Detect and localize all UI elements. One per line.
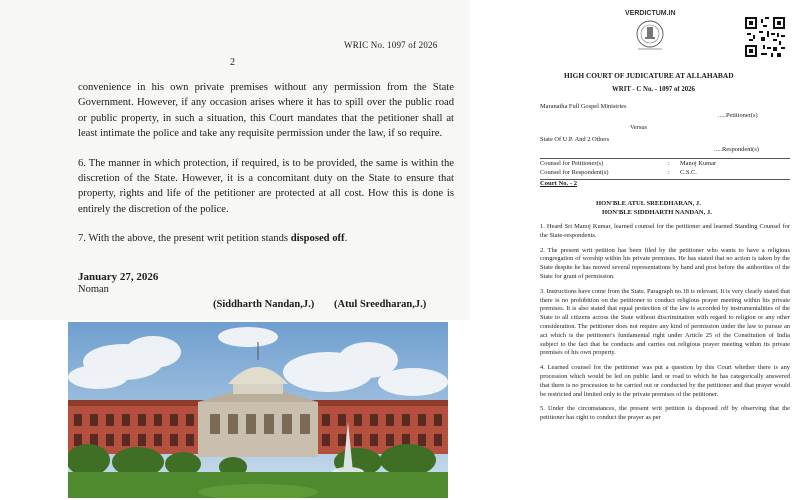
versus-label: Versus bbox=[630, 124, 648, 131]
court-emblem-icon bbox=[628, 18, 672, 52]
paragraph-5: 5. Under the circumstances, the present writ petition is disposed off by observing that the petitioner has right to conduct the prayer as per bbox=[540, 405, 790, 422]
counsel-separator: : bbox=[668, 169, 670, 176]
judge-siddharth-nandan: HON'BLE SIDDHARTH NANDAN, J. bbox=[602, 209, 712, 216]
respondent-role: .....Respondent(s) bbox=[714, 146, 759, 153]
paragraph-2: 2. The present writ petition has been filed by the petitioner who wants to have a religious congregation of worship within his private premises. He has stated that no action is taken by the State despite he has moved several representations by hand and post before the authorities of the State for grant of permission. bbox=[540, 246, 790, 280]
case-header: WRIC No. 1097 of 2026 bbox=[344, 40, 438, 50]
order-page-1 bbox=[500, 0, 800, 500]
paragraph-continued: convenience in his own private premises without any permission from the State Government. However, if any occasion arises where it has to spill over the public road or public property, in such a situation, this Court mandates that the petitioner shall at least intimate the police and take any requisite permission under the law, if so require. bbox=[78, 82, 454, 140]
respondent-name: State Of U.P. And 2 Others bbox=[540, 136, 610, 143]
paragraph-7 bbox=[78, 231, 454, 246]
signature-siddharth-nandan: (Siddharth Nandan,J.) bbox=[213, 299, 315, 310]
paragraph-6: 6. The manner in which protection, if required, is to be provided, the same is within the discretion of the State. However, it is a concomitant duty on the State to ensure that property, rights and life of the petitioner are protected at all cost. How this is done is entirely the discretion of the police. bbox=[78, 157, 454, 215]
paragraph-7-text: 7. With the above, the present writ petition stands bbox=[78, 233, 291, 245]
petitioner-name: Maranatha Full Gospel Ministries bbox=[540, 103, 627, 110]
page-number: 2 bbox=[230, 57, 235, 68]
paragraph-3: 3. Instructions have come from the State. Paragraph no.18 is relevant. It is very clearly stated that there is no prohibition on the petitioner to conduct religious prayer meeting within his private premises. It is also stated that equal protection of the law is accorded by instrumentalities of the State to all citizens across the State without discrimination with regard to religion or any other consideration. The petitioner does not require any kind of permission under the law to pursue an act which is the petitioner's fundamental right under Article 25 of the Constitution of India subject to the fact that he conducts and carries out religious prayer meeting within its private premises of his own property. bbox=[540, 287, 790, 357]
petitioner-role: .....Petitioner(s) bbox=[718, 112, 758, 119]
counsel-label: Counsel for Petitioner(s) bbox=[540, 160, 604, 167]
paragraph-4: 4. Learned counsel for the petitioner was put a question by this Court whether there is any procession which would be led on public land or road to which he has categorically answered that there is no procession to be carried out or conducted by the petitioner and that prayer would be restricted and limited only to the private premises of the petitioner. bbox=[540, 364, 790, 398]
court-title: HIGH COURT OF JUDICATURE AT ALLAHABAD bbox=[564, 71, 734, 80]
order-body bbox=[78, 80, 454, 261]
counsel-value: Manoj Kumar bbox=[680, 160, 717, 167]
judge-atul-sreedharan: HON'BLE ATUL SREEDHARAN, J. bbox=[596, 200, 701, 207]
clerk-name: Noman bbox=[78, 284, 109, 295]
order-paragraphs bbox=[540, 223, 790, 429]
paragraph-1: 1. Heard Sri Manoj Kumar, learned counsel for the petitioner and learned Standing Counsel for the State-respondents. bbox=[540, 223, 790, 239]
writ-number: WRIT - C No. - 1097 of 2026 bbox=[612, 86, 695, 93]
site-watermark: VERDICTUM.IN bbox=[625, 10, 676, 17]
high-court-building-photo bbox=[68, 322, 448, 498]
order-date: January 27, 2026 bbox=[78, 271, 159, 283]
qr-code-icon bbox=[745, 17, 785, 57]
counsel-value: C.S.C. bbox=[680, 169, 697, 176]
divider bbox=[540, 158, 790, 159]
court-number: Court No. - 2 bbox=[540, 180, 577, 187]
disposed-off-text: disposed off bbox=[290, 233, 345, 245]
paragraph-7-end: . bbox=[344, 233, 348, 245]
counsel-separator: : bbox=[668, 160, 670, 167]
order-page-2 bbox=[0, 0, 470, 320]
counsel-label: Counsel for Respondent(s) bbox=[540, 169, 609, 176]
signature-atul-sreedharan: (Atul Sreedharan,J.) bbox=[334, 299, 427, 310]
divider bbox=[540, 179, 790, 180]
